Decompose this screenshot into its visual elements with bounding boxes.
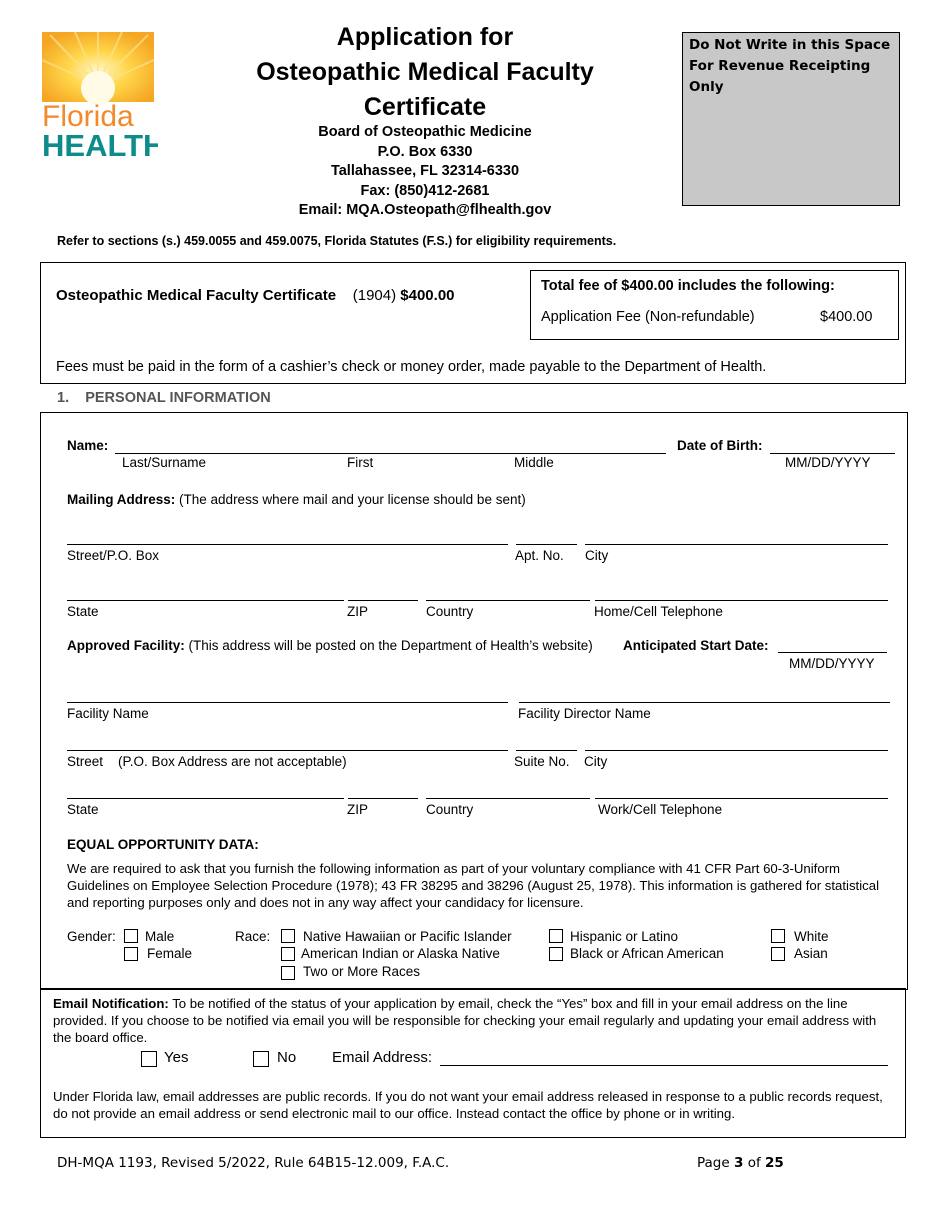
director-name-caption: Facility Director Name <box>518 706 651 721</box>
revenue-receipt-box: Do Not Write in this Space For Revenue Receipting Only <box>682 32 900 206</box>
work-phone-caption: Work/Cell Telephone <box>598 802 723 817</box>
fee-item-amount: $400.00 <box>820 309 873 325</box>
race-aian-label: American Indian or Alaska Native <box>301 946 500 961</box>
race-asian-label: Asian <box>794 946 828 961</box>
facility-state-input-line[interactable] <box>67 798 344 799</box>
race-nhpi-checkbox[interactable] <box>281 929 295 943</box>
email-address-label: Email Address: <box>332 1049 433 1066</box>
home-phone-caption: Home/Cell Telephone <box>594 604 723 619</box>
facility-city-input-line[interactable] <box>585 750 888 751</box>
fee-breakdown-title: Total fee of $400.00 includes the following: <box>541 278 835 294</box>
director-name-input-line[interactable] <box>519 702 890 703</box>
approved-facility-label: Approved Facility: (This address will be posted on the Department of Health’s website) <box>67 638 593 653</box>
dob-format-caption: MM/DD/YYYY <box>785 455 871 470</box>
race-asian-checkbox[interactable] <box>771 947 785 961</box>
form-identifier: DH-MQA 1193, Revised 5/2022, Rule 64B15-12.009, F.A.C. <box>57 1155 450 1171</box>
facility-name-caption: Facility Name <box>67 706 149 721</box>
zip-input-line[interactable] <box>348 600 418 601</box>
name-input-line[interactable] <box>115 453 666 454</box>
payment-note: Fees must be paid in the form of a cashier’s check or money order, made payable to the Department of Health. <box>56 359 767 375</box>
race-two-label: Two or More Races <box>303 964 421 979</box>
start-date-format: MM/DD/YYYY <box>789 656 875 671</box>
race-white-checkbox[interactable] <box>771 929 785 943</box>
fee-item-label: Application Fee (Non-refundable) <box>541 309 755 325</box>
name-label: Name: <box>67 438 109 453</box>
race-two-checkbox[interactable] <box>281 966 295 980</box>
race-black-checkbox[interactable] <box>549 947 563 961</box>
facility-state-caption: State <box>67 802 99 817</box>
facility-city-caption: City <box>584 754 608 769</box>
eeo-title: EQUAL OPPORTUNITY DATA: <box>67 837 259 852</box>
female-label: Female <box>147 946 193 961</box>
country-caption: Country <box>426 604 474 619</box>
home-phone-input-line[interactable] <box>595 600 888 601</box>
facility-country-caption: Country <box>426 802 474 817</box>
street-caption: Street/P.O. Box <box>67 548 160 563</box>
email-no-label: No <box>277 1049 297 1066</box>
start-date-input-line[interactable] <box>778 652 887 653</box>
apt-caption: Apt. No. <box>515 548 564 563</box>
street-input-line[interactable] <box>67 544 508 545</box>
race-black-label: Black or African American <box>570 946 724 961</box>
gender-label: Gender: <box>67 929 116 944</box>
male-checkbox[interactable] <box>124 929 138 943</box>
email-no-checkbox[interactable] <box>253 1051 269 1067</box>
race-white-label: White <box>794 929 829 944</box>
last-name-caption: Last/Surname <box>122 455 207 470</box>
page-number: Page 3 of 25 <box>697 1155 784 1171</box>
race-hispanic-checkbox[interactable] <box>549 929 563 943</box>
apt-input-line[interactable] <box>516 544 577 545</box>
email-yes-label: Yes <box>164 1049 189 1066</box>
facility-country-input-line[interactable] <box>426 798 590 799</box>
email-address-input-line[interactable] <box>440 1065 888 1066</box>
mailing-address-label: Mailing Address: (The address where mail and your license should be sent) <box>67 492 526 507</box>
email-yes-checkbox[interactable] <box>141 1051 157 1067</box>
page-title: Application for Osteopathic Medical Faculty Certificate <box>256 23 594 121</box>
race-nhpi-label: Native Hawaiian or Pacific Islander <box>303 929 512 944</box>
dob-input-line[interactable] <box>770 453 895 454</box>
florida-health-logo <box>40 30 158 158</box>
svg-text:HEALTH: HEALTH <box>42 128 158 158</box>
race-hispanic-label: Hispanic or Latino <box>570 929 679 944</box>
middle-name-caption: Middle <box>514 455 554 470</box>
facility-street-caption: Street (P.O. Box Address are not acceptable) <box>67 754 347 769</box>
suite-input-line[interactable] <box>516 750 577 751</box>
city-input-line[interactable] <box>585 544 888 545</box>
first-name-caption: First <box>347 455 374 470</box>
facility-street-input-line[interactable] <box>67 750 508 751</box>
male-label: Male <box>145 929 175 944</box>
email-notification-text: Email Notification: To be notified of the status of your application by email, check the “Yes” box and fill in your email address on the line provided. If you choose to be notified via email you will be responsible for checking your email regularly and updating your email address with the board office. <box>53 996 877 1045</box>
race-label: Race: <box>235 929 271 944</box>
state-caption: State <box>67 604 99 619</box>
city-caption: City <box>585 548 609 563</box>
facility-zip-input-line[interactable] <box>348 798 418 799</box>
zip-caption: ZIP <box>347 604 369 619</box>
facility-zip-caption: ZIP <box>347 802 369 817</box>
suite-caption: Suite No. <box>514 754 570 769</box>
state-input-line[interactable] <box>67 600 344 601</box>
female-checkbox[interactable] <box>124 947 138 961</box>
eeo-text: We are required to ask that you furnish the following information as part of your voluntary compliance with 41 CFR Part 60-3-Uniform Guidelines on Employee Selection Procedure (1978); 43 FR 38295 and 38296 (August 25, 1978). This information is gathered for statistical and reporting purposes only and does not in any way affect your candidacy for licensure. <box>67 861 879 910</box>
country-input-line[interactable] <box>426 600 590 601</box>
work-phone-input-line[interactable] <box>595 798 888 799</box>
svg-text:Florida: Florida <box>42 100 134 133</box>
dob-label: Date of Birth: <box>677 438 763 453</box>
eligibility-reference: Refer to sections (s.) 459.0055 and 459.0075, Florida Statutes (F.S.) for eligibility requirements. <box>57 234 617 248</box>
certificate-type: Osteopathic Medical Faculty Certificate (1904) $400.00 <box>56 287 455 304</box>
section-title: 1. PERSONAL INFORMATION <box>57 390 271 406</box>
race-aian-checkbox[interactable] <box>281 947 295 961</box>
board-address: Board of Osteopathic Medicine P.O. Box 6330 Tallahassee, FL 32314-6330 Fax: (850)412-2681 Email: MQA.Osteopath@flhealth.gov <box>298 124 552 218</box>
public-records-notice: Under Florida law, email addresses are public records. If you do not want your email address released in response to a public records request, do not provide an email address or send electronic mail to our office. Instead contact the office by phone or in writing. <box>53 1089 883 1121</box>
start-date-label: Anticipated Start Date: <box>623 638 769 653</box>
facility-name-input-line[interactable] <box>67 702 508 703</box>
